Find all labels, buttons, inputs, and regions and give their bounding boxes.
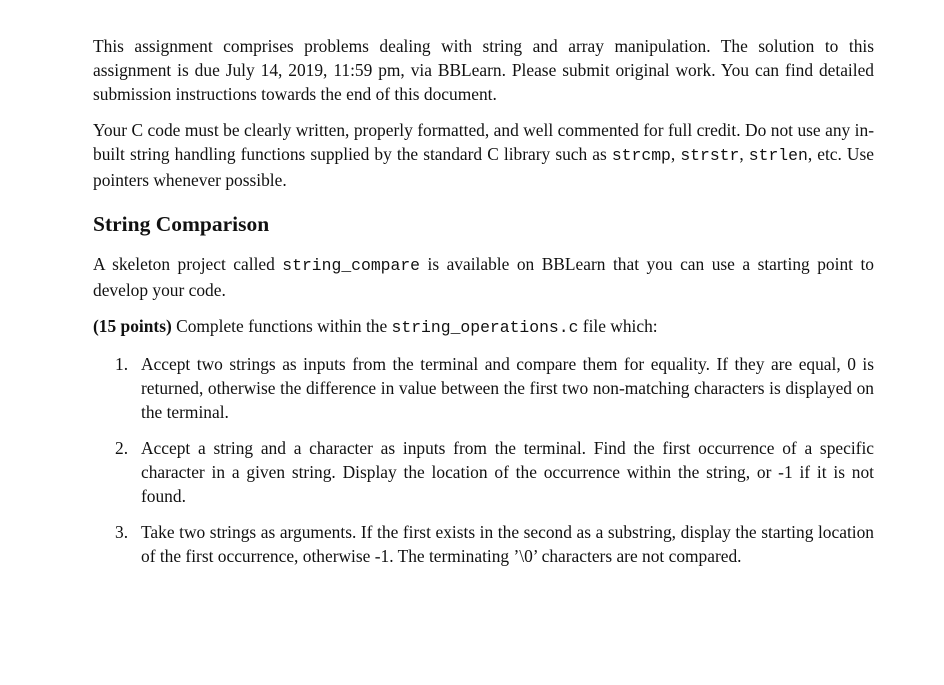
rules-separator-1: ,: [670, 144, 681, 164]
list-item-number: 2.: [115, 438, 129, 458]
rules-text-end: , etc. Use pointers whenever possible.: [93, 144, 874, 190]
intro-paragraph: This assignment comprises problems dealing with string and array manipulation. The solution to this assignment is due July 14, 2019, 11:59 pm, via BBLearn. Please submit original work. You can find detailed submission instructions towards the end of this document.: [93, 36, 874, 104]
rules-paragraph: [93, 118, 874, 192]
code-strlen: strlen: [748, 146, 808, 165]
code-strcmp: strcmp: [611, 146, 671, 165]
code-string-compare: string_compare: [282, 256, 421, 275]
points-paragraph: [93, 314, 874, 340]
list-item-text: Accept a string and a character as inputs from the terminal. Find the first occurrence of a specific character in a given string. Display the location of the occurrence within the string, or -1 if it is not found.: [141, 438, 874, 506]
list-item-number: 3.: [115, 522, 129, 542]
points-text-end: file which:: [578, 316, 658, 336]
rules-separator-2: ,: [739, 144, 749, 164]
task-list: [93, 352, 874, 568]
skeleton-text-end: is available on BBLearn that you can use a starting point to develop your code.: [93, 254, 874, 300]
list-item-text: Accept two strings as inputs from the terminal and compare them for equality. If they are equal, 0 is returned, otherwise the difference in value between the first two non-matching characters is displayed on the terminal.: [141, 354, 874, 422]
points-label: (15 points): [93, 316, 172, 336]
code-string-operations-file: string_operations.c: [391, 318, 579, 337]
skeleton-paragraph: [93, 252, 874, 302]
points-text-mid: Complete functions within the: [171, 316, 392, 336]
list-item: [93, 436, 874, 508]
code-strstr: strstr: [680, 146, 740, 165]
list-item: [93, 520, 874, 568]
list-item-text: Take two strings as arguments. If the first exists in the second as a substring, display the starting location of the first occurrence, otherwise -1. The terminating ’\0’ characters are not compared.: [141, 522, 874, 566]
list-item: [93, 352, 874, 424]
section-heading: String Comparison: [93, 212, 270, 236]
skeleton-text-start: A skeleton project called: [93, 254, 283, 274]
rules-text-start: Your C code must be clearly written, properly formatted, and well commented for full credit. Do not use any in-built string handling functions supplied by the standard C library such as: [93, 120, 874, 164]
list-item-number: 1.: [115, 354, 129, 374]
